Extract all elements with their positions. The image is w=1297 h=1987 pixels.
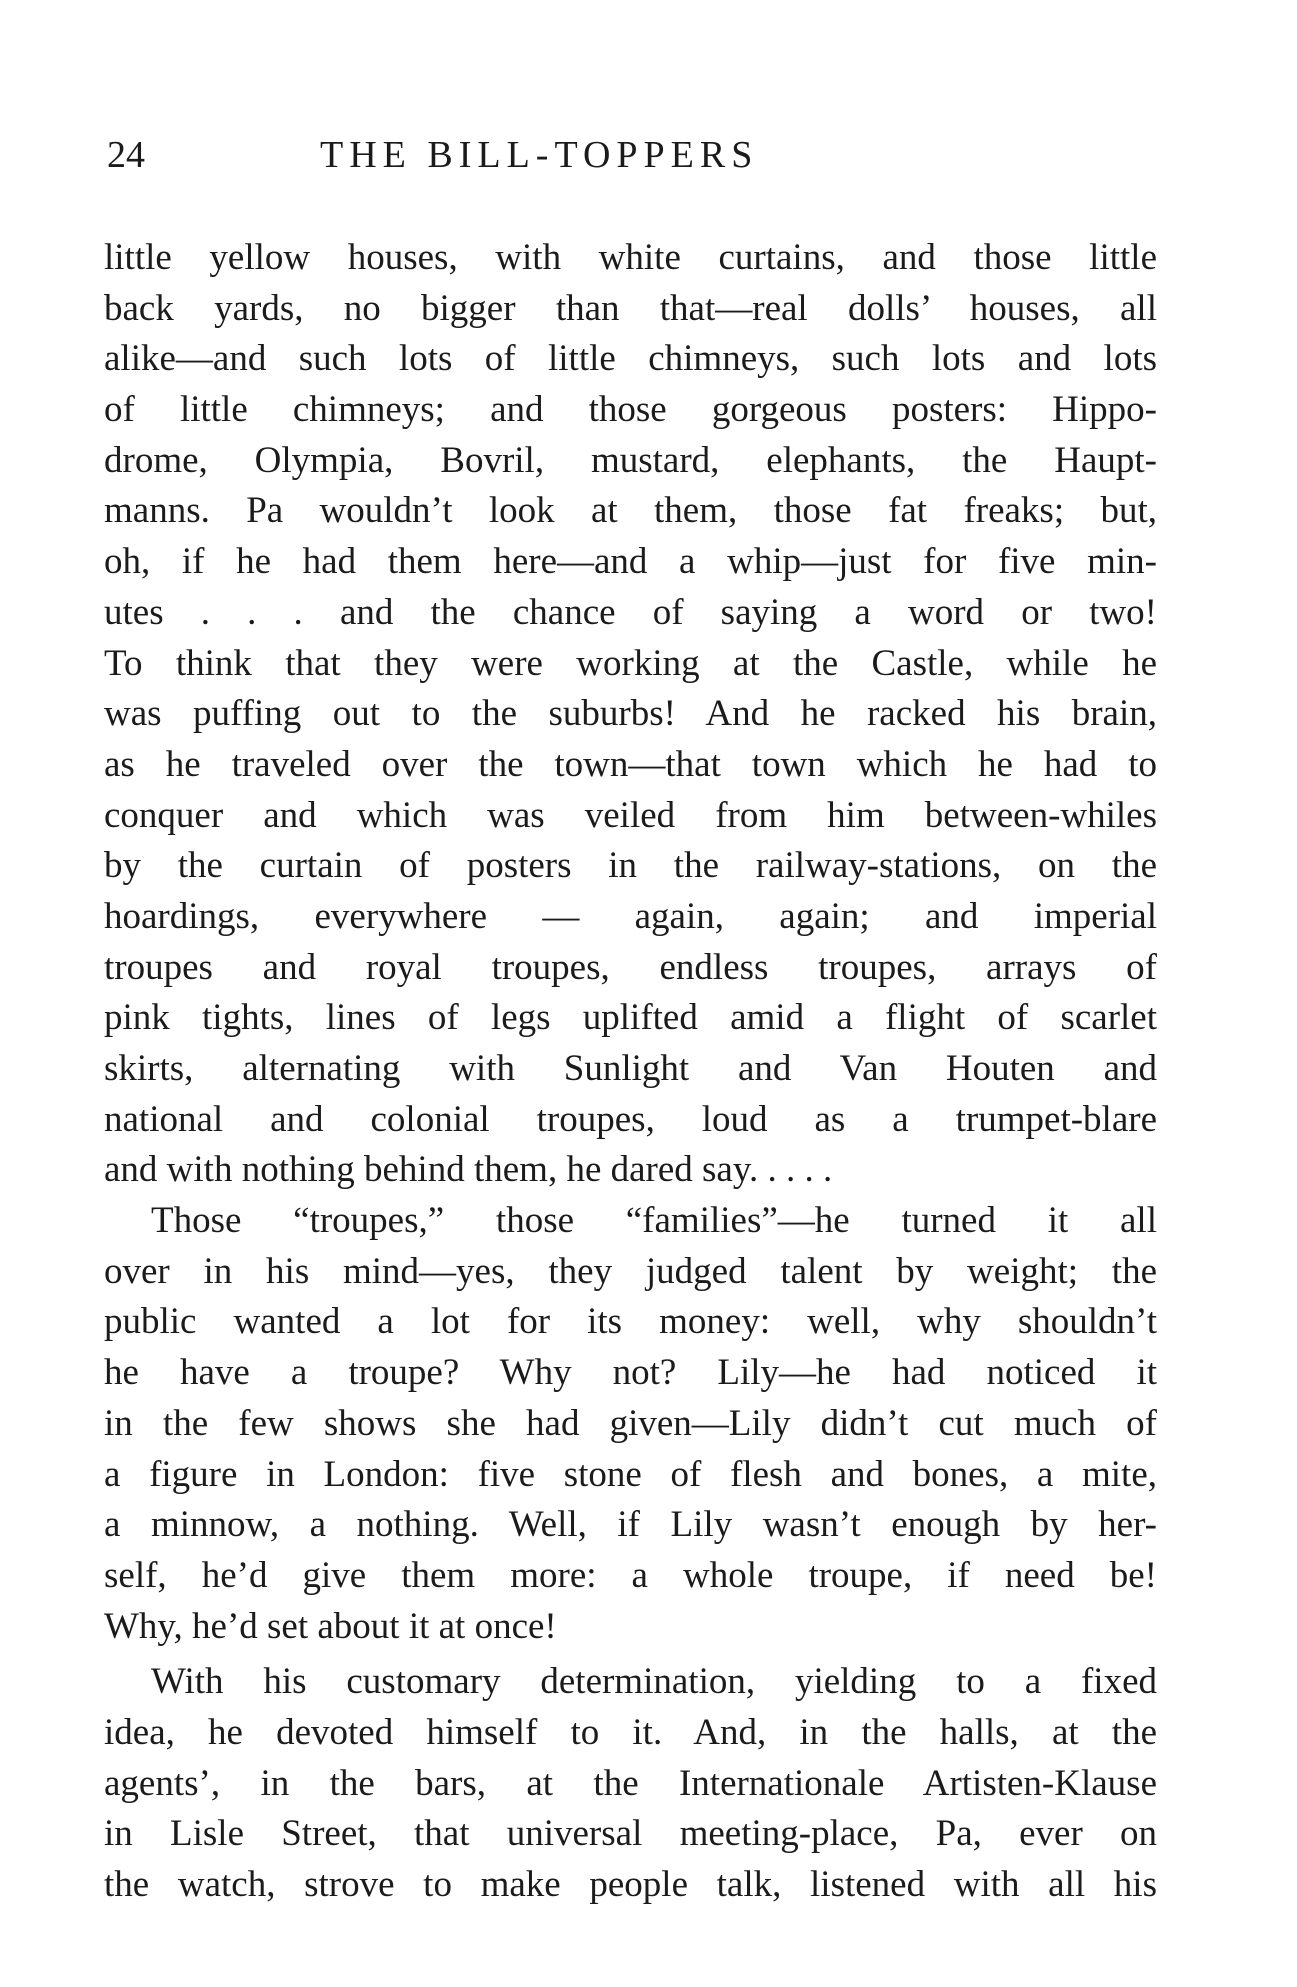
text-line: was puffing out to the suburbs! And he racked his brain, (104, 693, 1157, 735)
paragraph (104, 1196, 1157, 1652)
text-line: oh, if he had them here—and a whip—just for five min- (104, 541, 1157, 583)
text-line: alike—and such lots of little chimneys, such lots and lots (104, 338, 1157, 380)
text-line: troupes and royal troupes, endless troupes, arrays of (104, 946, 1157, 988)
text-line: public wanted a lot for its money: well, why shouldn’t (104, 1301, 1157, 1343)
text-line: a figure in London: five stone of flesh and bones, a mite, (104, 1453, 1157, 1495)
text-line: in Lisle Street, that universal meeting-place, Pa, ever on (104, 1813, 1157, 1855)
text-line: utes . . . and the chance of saying a word or two! (104, 591, 1157, 633)
text-line: the watch, strove to make people talk, listened with all his (104, 1864, 1157, 1905)
text-line: Those “troupes,” those “families”—he turned it all (151, 1200, 1157, 1242)
text-line: pink tights, lines of legs uplifted amid a flight of scarlet (104, 997, 1157, 1039)
text-line: and with nothing behind them, he dared say. . . . . (104, 1149, 833, 1191)
text-line: drome, Olympia, Bovril, mustard, elephants, the Haupt- (104, 439, 1157, 481)
text-line: in the few shows she had given—Lily didn’t cut much of (104, 1402, 1157, 1444)
text-line: With his customary determination, yielding to a fixed (151, 1661, 1157, 1703)
text-line: he have a troupe? Why not? Lily—he had noticed it (104, 1352, 1157, 1394)
text-line: hoardings, everywhere — again, again; and imperial (104, 895, 1157, 937)
text-line: by the curtain of posters in the railway-stations, on the (104, 845, 1157, 887)
text-line: conquer and which was veiled from him between-whiles (104, 794, 1157, 836)
text-line: Why, he’d set about it at once! (104, 1605, 557, 1647)
text-line: back yards, no bigger than that—real dolls’ houses, all (104, 287, 1157, 329)
body-text (104, 233, 1157, 1911)
text-line: idea, he devoted himself to it. And, in the halls, at the (104, 1711, 1157, 1753)
text-line: of little chimneys; and those gorgeous posters: Hippo- (104, 389, 1157, 431)
text-line: agents’, in the bars, at the Internationale Artisten-Klause (104, 1762, 1157, 1804)
text-line: as he traveled over the town—that town which he had to (104, 743, 1157, 785)
running-title: THE BILL-TOPPERS (320, 134, 759, 176)
text-line: a minnow, a nothing. Well, if Lily wasn’t enough by her- (104, 1504, 1157, 1546)
page-number: 24 (107, 134, 145, 176)
text-line: skirts, alternating with Sunlight and Van Houten and (104, 1048, 1157, 1089)
text-line: To think that they were working at the Castle, while he (104, 642, 1157, 684)
text-line: self, he’d give them more: a whole troupe, if need be! (104, 1554, 1157, 1596)
text-line: manns. Pa wouldn’t look at them, those fat freaks; but, (104, 490, 1157, 532)
text-line: national and colonial troupes, loud as a trumpet-blare (104, 1098, 1157, 1140)
text-line: little yellow houses, with white curtains, and those little (104, 237, 1157, 278)
paragraph (104, 233, 1157, 1196)
paragraph (104, 1657, 1157, 1910)
page-header (107, 130, 1157, 180)
text-line: over in his mind—yes, they judged talent by weight; the (104, 1250, 1157, 1292)
